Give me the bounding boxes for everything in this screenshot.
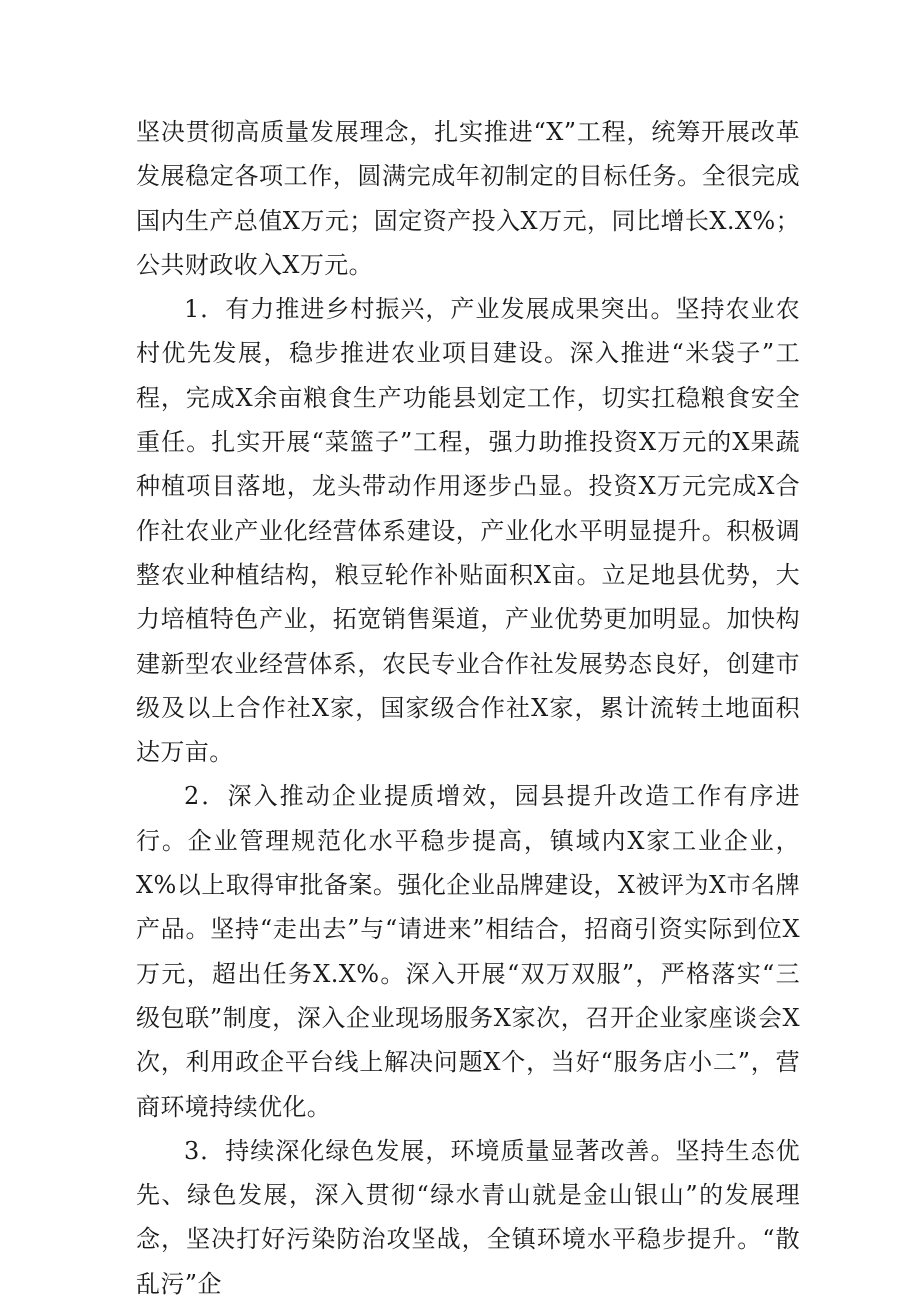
paragraph-green-development: 3．持续深化绿色发展，环境质量显著改善。坚持生态优先、绿色发展，深入贯彻“绿水青山就是金山银山”的发展理念，坚决打好污染防治攻坚战，全镇环境水平稳步提升。“散乱污”企 [136, 1136, 800, 1298]
paragraph-rural-revitalization: 1．有力推进乡村振兴，产业发展成果突出。坚持农业农村优先发展，稳步推进农业项目建设。深入推进“米袋子”工程，完成X余亩粮食生产功能县划定工作，切实扛稳粮食安全重任。扎实开展“菜篮子”工程，强力助推投资X万元的X果蔬种植项目落地，龙头带动作用逐步凸显。投资X万元完成X合作社农业产业化经营体系建设，产业化水平明显提升。积极调整农业种植结构，粮豆轮作补贴面积X亩。立足地县优势，大力培植特色产业，拓宽销售渠道，产业优势更加明显。加快构建新型农业经营体系，农民专业合作社发展势态良好，创建市级及以上合作社X家，国家级合作社X家，累计流转土地面积达万亩。 [136, 295, 800, 767]
paragraph-intro: 坚决贯彻高质量发展理念，扎实推进“X”工程，统筹开展改革发展稳定各项工作，圆满完成年初制定的目标任务。全很完成国内生产总值X万元；固定资产投入X万元，同比增长X.X%；公共财政收入X万元。 [136, 118, 800, 279]
paragraph-enterprise: 2．深入推动企业提质增效，园县提升改造工作有序进行。企业管理规范化水平稳步提高，镇域内X家工业企业，X%以上取得审批备案。强化企业品牌建设，X被评为X市名牌产品。坚持“走出去”与“请进来”相结合，招商引资实际到位X万元，超出任务X.X%。深入开展“双万双服”，严格落实“三级包联”制度，深入企业现场服务X家次，召开企业家座谈会X次，利用政企平台线上解决问题X个，当好“服务店小二”，营商环境持续优化。 [136, 782, 800, 1121]
